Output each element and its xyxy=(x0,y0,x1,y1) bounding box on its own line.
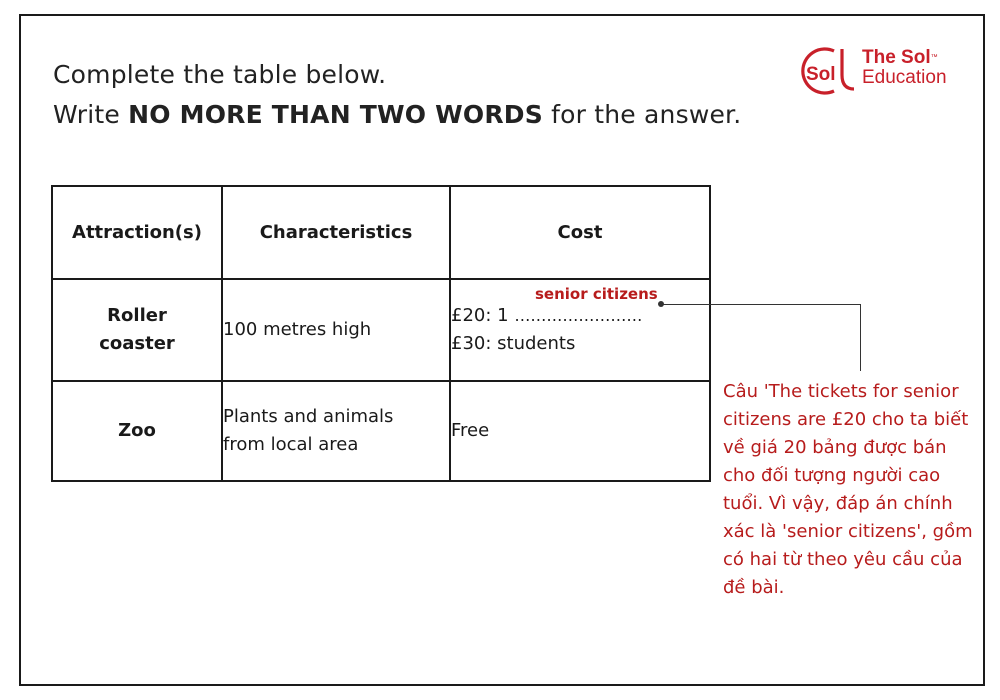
logo xyxy=(796,45,976,105)
attraction-name-line2: coaster xyxy=(99,333,175,354)
instruction-word-limit: NO MORE THAN TWO WORDS xyxy=(128,100,543,129)
logo-mark-text: Sol xyxy=(806,64,836,85)
header-cost: Cost xyxy=(450,186,710,279)
instruction-line-1: Complete the table below. xyxy=(53,60,387,89)
characteristics-cell xyxy=(222,381,450,481)
table-row xyxy=(52,381,710,481)
cost-blank-wrap xyxy=(451,285,658,330)
characteristics-cell: 100 metres high xyxy=(222,279,450,381)
characteristics-line2: from local area xyxy=(223,434,359,455)
instruction-suffix: for the answer. xyxy=(542,100,742,129)
table-row xyxy=(52,279,710,381)
logo-tm: ™ xyxy=(930,54,938,61)
explanation-text: Câu 'The tickets for senior citizens are £20 cho ta biết về giá 20 bảng được bán cho đối tượng người cao tuổi. Vì vậy, đáp án chính xác là 'senior citizens', gồm có hai từ theo yêu cầu của đề bài. xyxy=(723,381,973,598)
sol-logo-icon xyxy=(796,45,858,97)
header-attractions: Attraction(s) xyxy=(52,186,222,279)
instruction-prefix: Write xyxy=(53,100,129,129)
cost-prefix: £20: 1 xyxy=(451,305,515,326)
logo-text xyxy=(862,48,947,88)
answer-text: senior citizens xyxy=(535,285,658,303)
leader-line-horizontal xyxy=(661,304,861,305)
logo-name-line1: The Sol xyxy=(862,47,931,68)
header-characteristics: Characteristics xyxy=(222,186,450,279)
cost-line-2: £30: students xyxy=(451,333,576,354)
attractions-table xyxy=(51,185,711,482)
answer-blank: …………………… xyxy=(514,306,643,325)
characteristics-line1: Plants and animals xyxy=(223,406,394,427)
attraction-cell: Zoo xyxy=(52,381,222,481)
cost-cell: Free xyxy=(450,381,710,481)
attraction-name-line1: Roller xyxy=(107,305,167,326)
instruction-line-2 xyxy=(53,100,741,129)
attraction-cell xyxy=(52,279,222,381)
table-header-row xyxy=(52,186,710,279)
logo-name-line2: Education xyxy=(862,67,947,88)
leader-line-vertical xyxy=(860,304,861,371)
cost-line-1 xyxy=(451,285,709,330)
cost-cell xyxy=(450,279,710,381)
